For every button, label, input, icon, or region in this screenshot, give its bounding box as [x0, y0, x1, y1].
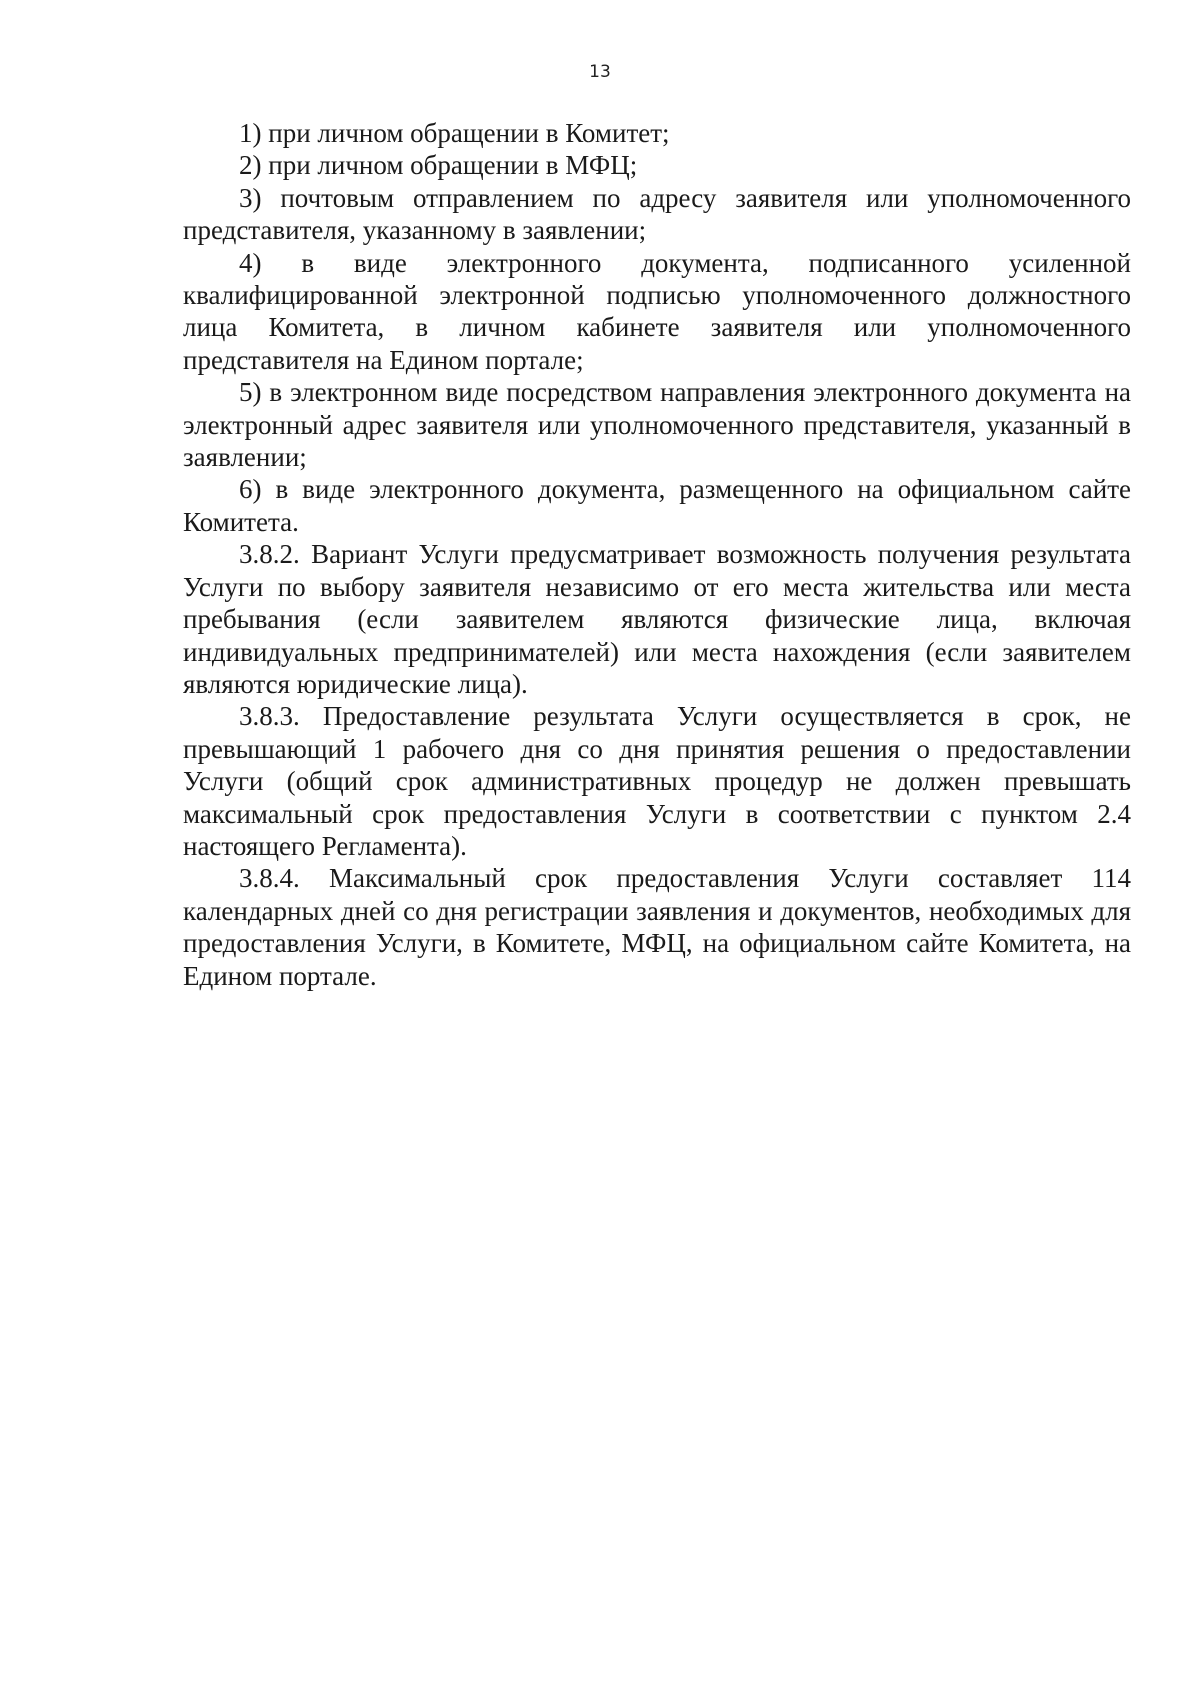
paragraph-item-2: 2) при личном обращении в МФЦ;	[239, 150, 638, 181]
paragraph-item-3: 3) почтовым отправлением по адресу заявителя или уполномоченного представителя, указанному в заявлении;	[183, 182, 1131, 246]
paragraph-item-5: 5) в электронном виде посредством направления электронного документа на электронный адрес заявителя или уполномоченного представителя, указанный в заявлении;	[183, 377, 1131, 473]
paragraph-3-8-4: 3.8.4. Максимальный срок предоставления Услуги составляет 114 календарных дней со дня регистрации заявления и документов, необходимых для предоставления Услуги, в Комитете, МФЦ, на официальном сайте Комитета, на Едином портале.	[183, 863, 1131, 991]
paragraph-item-4: 4) в виде электронного документа, подписанного усиленной квалифицированной электронной подписью уполномоченного должностного лица Комитета, в личном кабинете заявителя или уполномоченного представителя на Едином портале;	[183, 247, 1131, 375]
paragraph-item-1: 1) при личном обращении в Комитет;	[239, 118, 670, 148]
paragraph-3-8-3: 3.8.3. Предоставление результата Услуги осуществляется в срок, не превышающий 1 рабочего дня со дня принятия решения о предоставлении Услуги (общий срок административных процедур не должен превышать максимальный срок предоставления Услуги в соответствии с пунктом 2.4 настоящего Регламента).	[183, 701, 1131, 861]
document-body	[183, 117, 1131, 992]
page-number: 13	[589, 62, 611, 82]
paragraph-3-8-2: 3.8.2. Вариант Услуги предусматривает возможность получения результата Услуги по выбору заявителя независимо от его места жительства или места пребывания (если заявителем являются физические лица, включая индивидуальных предпринимателей) или места нахождения (если заявителем являются юридические лица).	[183, 539, 1131, 699]
paragraph-item-6: 6) в виде электронного документа, размещенного на официальном сайте Комитета.	[183, 474, 1131, 537]
